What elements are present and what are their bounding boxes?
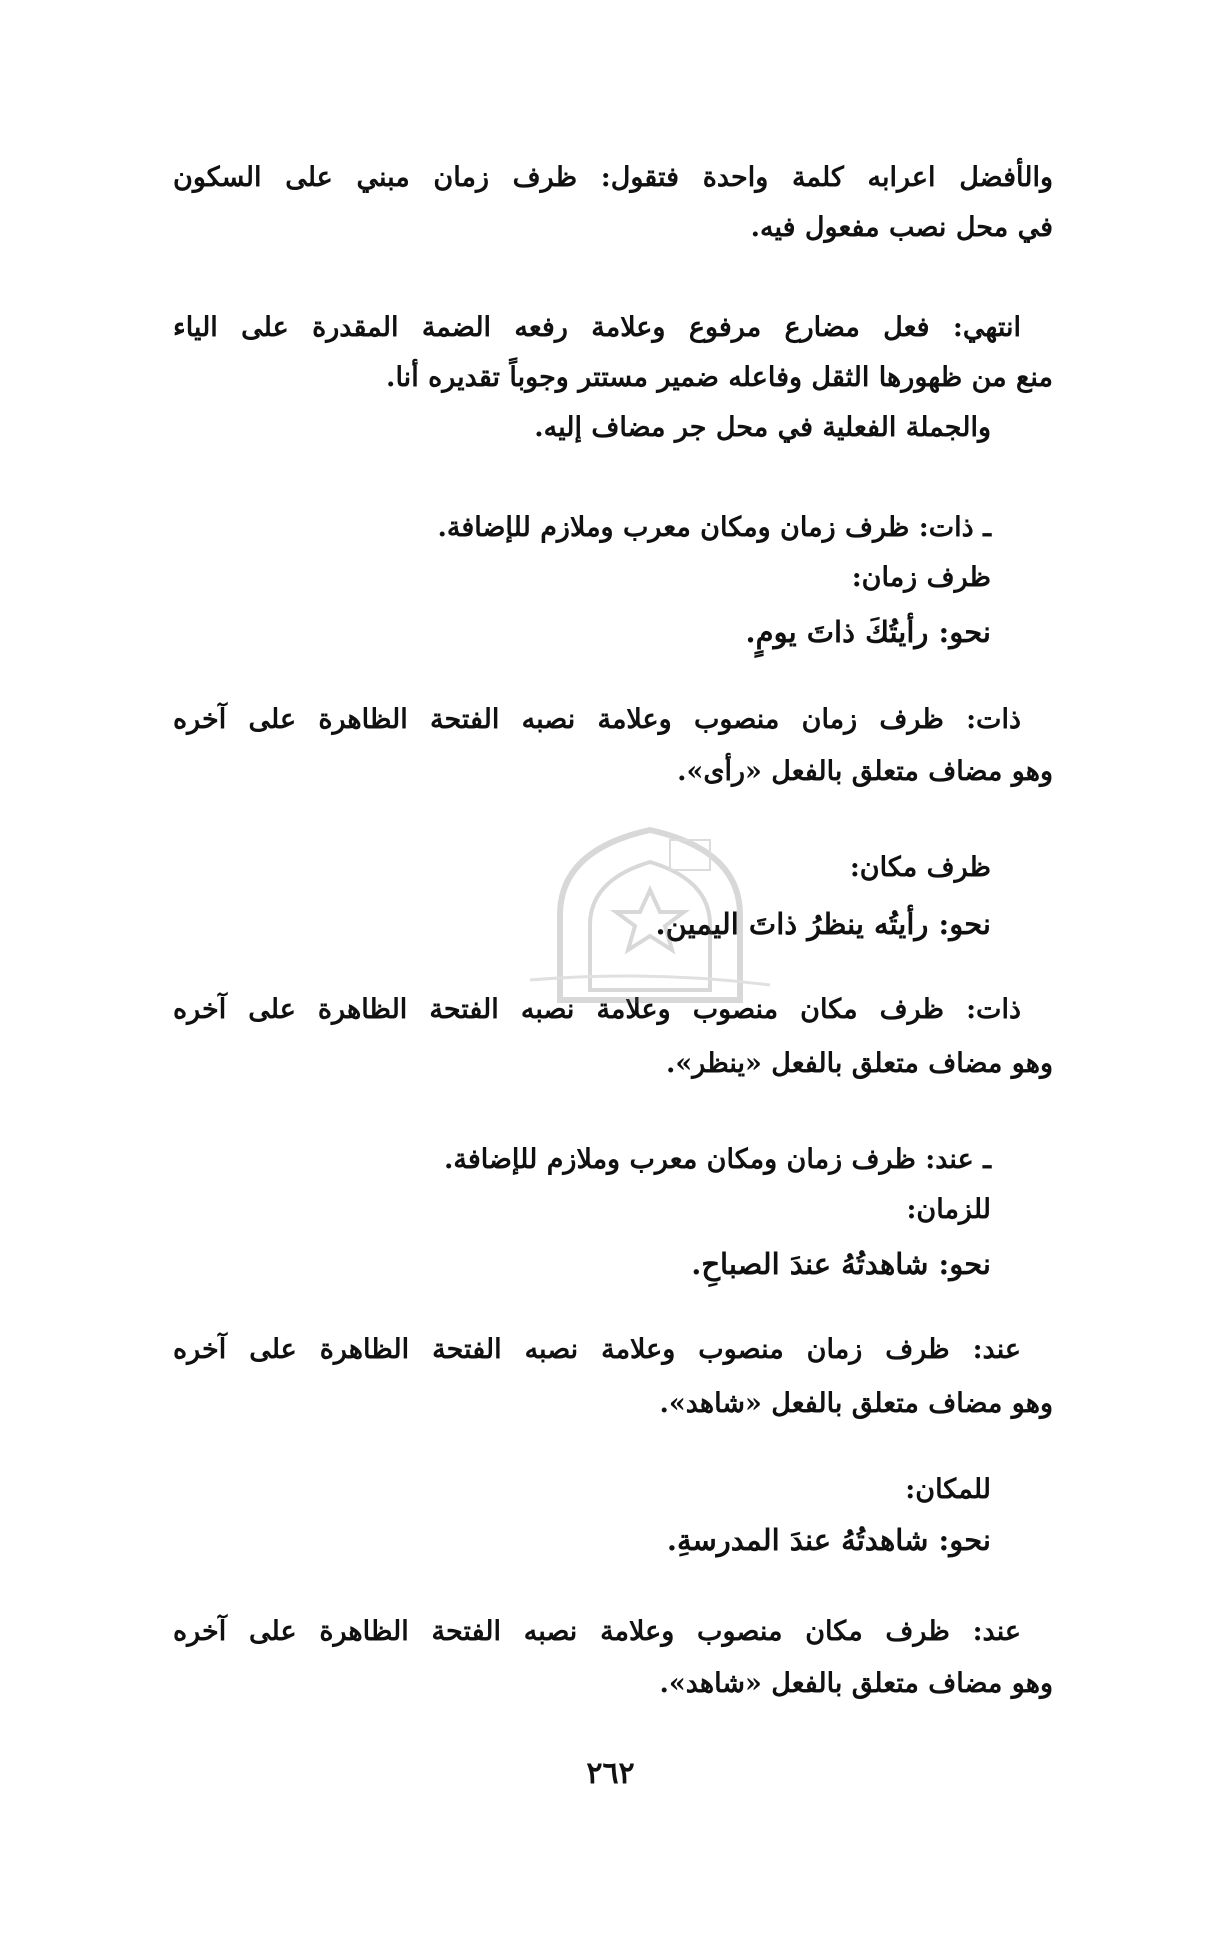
text-line: انتهي: فعل مضارع مرفوع وعلامة رفعه الضمة المقدرة على الياء [173, 312, 1021, 343]
text-line: ذات: ظرف مكان منصوب وعلامة نصبه الفتحة الظاهرة على آخره [173, 994, 1022, 1025]
text-line: والأفضل اعرابه كلمة واحدة فتقول: ظرف زمان مبني على السكون [173, 162, 1053, 193]
example-line: نحو: رأيتُه ينظرُ ذاتَ اليمين. [655, 907, 991, 941]
example-line: نحو: رأيتُكَ ذاتَ يومٍ. [745, 615, 991, 649]
text-line: منع من ظهورها الثقل وفاعله ضمير مستتر وجوباً تقديره أنا. [386, 362, 1053, 393]
example-line: نحو: شاهدتُهُ عندَ الصباحِ. [691, 1247, 991, 1281]
text-line: في محل نصب مفعول فيه. [750, 212, 1053, 243]
text-line: وهو مضاف متعلق بالفعل «رأى». [677, 756, 1053, 787]
text-line: وهو مضاف متعلق بالفعل «ينظر». [666, 1048, 1053, 1079]
text-line: عند: ظرف زمان منصوب وعلامة نصبه الفتحة الظاهرة على آخره [173, 1334, 1021, 1365]
section-heading: ظرف زمان: [851, 562, 991, 593]
text-line: ذات: ظرف زمان منصوب وعلامة نصبه الفتحة الظاهرة على آخره [173, 704, 1021, 735]
text-line: عند: ظرف مكان منصوب وعلامة نصبه الفتحة الظاهرة على آخره [173, 1616, 1021, 1647]
section-heading: ظرف مكان: [849, 852, 991, 883]
example-line: نحو: شاهدتُهُ عندَ المدرسةِ. [666, 1523, 991, 1557]
page-number: ٢٦٢ [586, 1756, 635, 1791]
section-heading: للمكان: [905, 1474, 991, 1505]
text-line: والجملة الفعلية في محل جر مضاف إليه. [534, 412, 991, 443]
section-heading: للزمان: [906, 1194, 991, 1225]
library-seal-watermark-icon [520, 820, 780, 1020]
text-line: وهو مضاف متعلق بالفعل «شاهد». [659, 1668, 1053, 1699]
text-line: ـ عند: ظرف زمان ومكان معرب وملازم للإضافة. [443, 1144, 991, 1175]
text-line: ـ ذات: ظرف زمان ومكان معرب وملازم للإضافة. [437, 512, 991, 543]
text-line: وهو مضاف متعلق بالفعل «شاهد». [659, 1388, 1053, 1419]
